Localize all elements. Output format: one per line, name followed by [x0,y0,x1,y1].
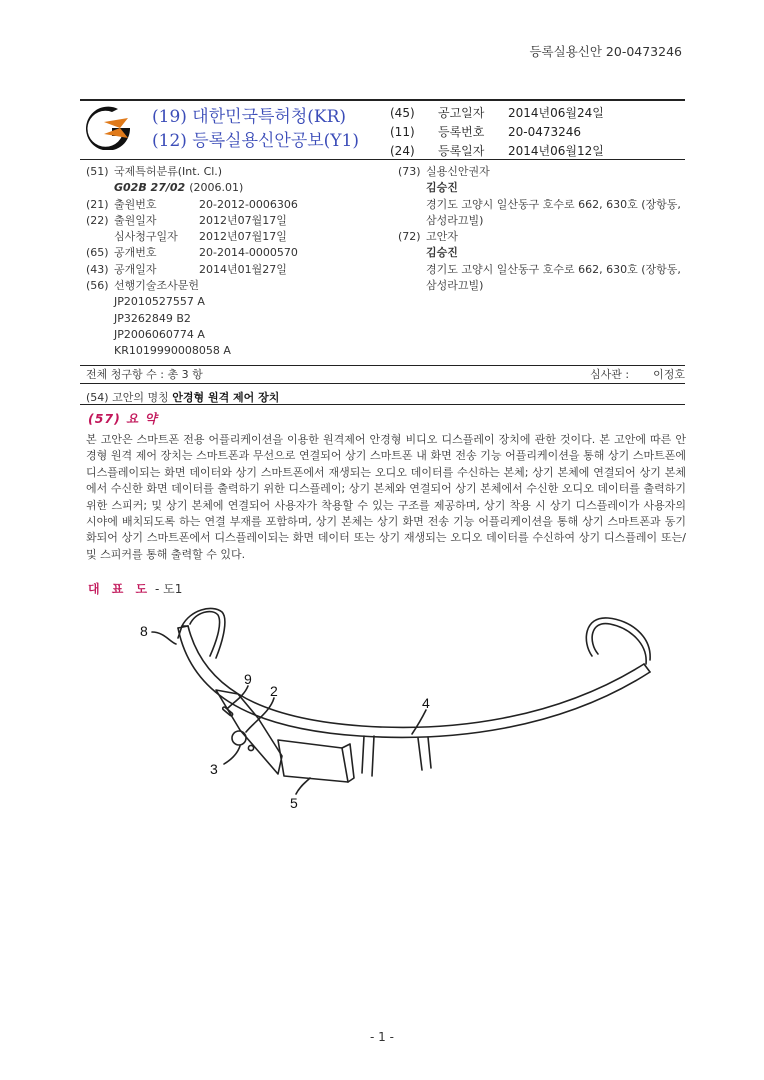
owner-name: 김승진 [426,181,458,195]
sensor [248,745,253,750]
value: 2014년06월24일 [508,106,604,120]
label: 등록번호 [438,125,485,139]
prior-art-item: JP3262849 B2 [114,311,191,325]
label: 실용신안권자 [426,165,490,178]
header-office-block [152,105,359,153]
value: 20-2014-0000570 [199,246,298,260]
code: (56) [86,279,109,293]
header-top-rule [80,99,685,101]
title-label: 고안의 명칭 [112,391,169,404]
title-row [86,389,279,405]
prior-art-item: JP2006060774 A [114,327,205,341]
label: 공개일자 [114,262,157,276]
nose-pad [418,737,431,770]
exam-request-date-row [86,229,386,245]
abstract-heading: (57) 요 약 [88,411,158,426]
prior-art-item: JP2010527557 A [114,295,205,309]
code: (51) [86,165,109,178]
header-gazette-line: (12) 등록실용신안공보(Y1) [152,131,359,151]
label: 고안자 [426,230,458,244]
label: 공고일자 [438,106,485,120]
title-code: (54) [86,391,109,404]
right-ear-hook [592,624,646,664]
header-row-publication [390,104,604,123]
prior-art-heading-row [86,278,386,294]
rep-fig-value: - 도1 [154,582,183,596]
display-block [278,740,348,782]
kipo-logo-icon [82,106,132,150]
header-row-registration-number [390,123,604,142]
code: (72) [398,230,421,244]
value: 2014년06월12일 [508,144,604,158]
application-number-row [86,197,386,213]
ipc-row [86,164,386,180]
rep-fig-label: 대 표 도 [88,582,152,596]
nose-pad [362,736,374,776]
claims-bottom-rule [80,383,685,384]
inventor-address: 경기도 고양시 일산동구 호수로 662, 630호 (장항동, 삼성라끄빌) [426,262,681,293]
ipc-code: G02B 27/02 [114,181,186,195]
value: 2012년07월17일 [199,230,287,244]
header-dates-block [390,104,604,161]
publication-number-row [86,245,386,261]
label: 선행기술조사문헌 [114,279,200,293]
header-office-line: (19) 대한민국특허청(KR) [152,107,347,127]
label-8: 8 [140,623,148,639]
page-number: - 1 - [370,1030,394,1044]
prior-art-item: KR1019990008058 A [114,344,231,358]
owner-address: 경기도 고양시 일산동구 호수로 662, 630호 (장항동, 삼성라끄빌) [426,197,681,227]
code [86,229,114,245]
application-date-row [86,213,386,229]
label-2: 2 [270,683,278,699]
value: 20-0473246 [508,125,582,139]
label: 출원일자 [114,213,157,227]
claims-count: 전체 청구항 수 : 총 3 항 [86,368,203,381]
label-5: 5 [290,795,298,811]
label: 출원번호 [114,197,157,211]
code: (22) [86,213,109,227]
representative-figure-row [88,580,182,597]
ipc-year: (2006.01) [189,181,244,195]
code: (65) [86,246,109,260]
examiner-label: 심사관 : [590,368,630,381]
frame-band-inner [188,626,644,727]
publication-date-row [86,262,386,278]
abstract-text: 본 고안은 스마트폰 전용 어플리케이션을 이용한 원격제어 안경형 비디오 디스플레이 장치에 관한 것이다. 본 고안에 따른 안경형 원격 제어 장치는 스마트폰과 무선으로 연결되어 상기 스마트폰 내 화면 전송 기능 어플리케이션을 통해 상기 스마트폰에 디스플레이되는 화면 데이터와 상기 스마트폰에서 재생되는 오디오 데이터를 수신하는 본체; 상기 본체에 연결되어 상기 본체에서 수신한 화면 데이터를 출력하기 위한 디스플레이; 상기 본체와 연결되어 상기 본체에서 수신한 오디오 데이터를 출력하기 위한 스피커; 및 상기 본체에 연결되어 사용자가 착용할 수 있는 구조를 제공하며, 상기 착용 시 상기 디스플레이가 사용자의 시야에 배치되도록 하는 연결 부재를 포함하며, 상기 본체는 상기 화면 전송 기능 어플리케이션을 통해 상기 스마트폰과 동기화되어 상기 스마트폰에서 디스플레이되는 화면 데이터 또는 상기 재생되는 오디오 데이터를 수신하여 상기 디스플레이 또는/및 스피커를 통해 출력할 수 있다. [86,433,686,561]
label-9: 9 [244,671,252,687]
ipc-code-row [86,180,386,196]
title-value: 안경형 원격 제어 장치 [172,391,280,404]
code: (45) [390,106,415,120]
code: (24) [390,144,415,158]
code: (73) [398,165,421,178]
examiner-name: 이정호 [653,368,685,381]
representative-drawing [130,598,690,838]
label: 등록일자 [438,144,485,158]
examiner [590,366,685,382]
value: 2012년07월17일 [199,213,287,227]
value: 2014년01월27일 [199,262,287,276]
owner-heading-row [398,164,688,180]
label: 국제특허분류(Int. Cl.) [114,165,223,178]
label: 심사청구일자 [114,230,178,244]
header-row-registration-date [390,142,604,161]
biblio-left [86,164,386,360]
label: 공개번호 [114,246,157,260]
document-number: 등록실용신안 20-0473246 [529,44,682,59]
label-4: 4 [422,695,430,711]
code: (11) [390,125,415,139]
inventor-name: 김승진 [426,246,458,260]
biblio-right [398,164,688,294]
camera-lens [232,731,246,745]
code: (21) [86,197,109,211]
label-3: 3 [210,761,218,777]
code: (43) [86,262,109,276]
value: 20-2012-0006306 [199,197,298,211]
inventor-heading-row [398,229,688,245]
